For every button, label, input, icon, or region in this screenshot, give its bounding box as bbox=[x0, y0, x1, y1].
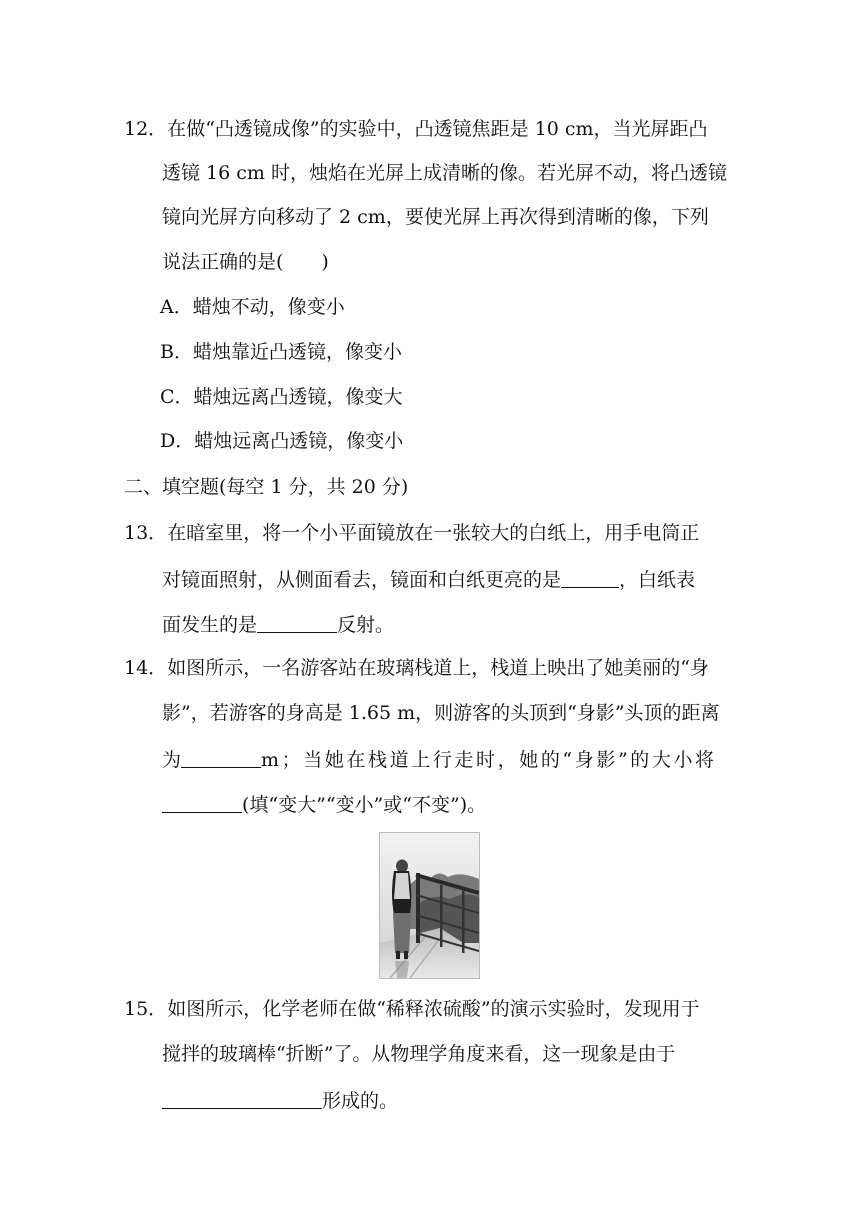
q13-line-1 bbox=[124, 524, 699, 543]
q12-line-3: 镜向光屏方向移动了 2 cm，要使光屏上再次得到清晰的像，下列 bbox=[162, 206, 709, 228]
q15-line-2: 搅拌的玻璃棒“折断”了。从物理学角度来看，这一现象是由于 bbox=[162, 1043, 676, 1065]
q14-text-3b: m；当她在栈道上行走时，她的“身影”的大小将 bbox=[261, 749, 717, 771]
q13-text-2a: 对镜面照射，从侧面看去，镜面和白纸更亮的是 bbox=[162, 569, 562, 591]
q12-line-4: 说法正确的是( ) bbox=[162, 251, 329, 273]
q13-line-3 bbox=[162, 614, 394, 635]
q12-line-1 bbox=[124, 120, 708, 139]
q14-text-4: (填“变大”“变小”或“不变”)。 bbox=[242, 794, 487, 816]
q12-line-2: 透镜 16 cm 时，烛焰在光屏上成清晰的像。若光屏不动，将凸透镜 bbox=[162, 162, 727, 184]
section-title: 二、填空题(每空 1 分，共 20 分) bbox=[124, 476, 409, 498]
q15-text-1: 如图所示，化学老师在做“稀释浓硫酸”的演示实验时，发现用于 bbox=[167, 998, 700, 1020]
tourist-glass-walkway-photo bbox=[379, 832, 480, 979]
q14-line-2: 影”，若游客的身高是 1.65 m，则游客的头顶到“身影”头顶的距离 bbox=[162, 702, 720, 724]
q15-answer-blank[interactable] bbox=[162, 1090, 322, 1109]
q14-line-1 bbox=[124, 659, 709, 678]
q14-answer-blank-2[interactable] bbox=[162, 794, 242, 813]
q12-option-a: A．蜡烛不动，像变小 bbox=[160, 296, 345, 318]
q12-number: 12． bbox=[124, 118, 168, 140]
q12-option-b: B．蜡烛靠近凸透镜，像变小 bbox=[160, 341, 402, 363]
q13-text-1: 在暗室里，将一个小平面镜放在一张较大的白纸上，用手电筒正 bbox=[167, 522, 700, 544]
q13-text-3b: 反射。 bbox=[337, 614, 395, 636]
q14-answer-blank-1[interactable] bbox=[181, 749, 261, 768]
photo-illustration bbox=[380, 833, 479, 978]
q14-line-4 bbox=[162, 794, 486, 815]
q13-text-3a: 面发生的是 bbox=[162, 614, 258, 636]
q13-text-2b: ，白纸表 bbox=[619, 569, 696, 591]
q14-number: 14． bbox=[124, 657, 168, 679]
q14-text-3a: 为 bbox=[162, 749, 182, 771]
q15-line-3 bbox=[162, 1090, 398, 1111]
q13-number: 13． bbox=[124, 522, 168, 544]
q12-option-d: D．蜡烛远离凸透镜，像变小 bbox=[160, 430, 404, 452]
q15-number: 15． bbox=[124, 998, 168, 1020]
q13-answer-blank-2[interactable] bbox=[257, 614, 337, 633]
q15-text-3: 形成的。 bbox=[322, 1090, 399, 1112]
q13-answer-blank-1[interactable] bbox=[561, 569, 619, 588]
q14-text-1: 如图所示，一名游客站在玻璃栈道上，栈道上映出了她美丽的“身 bbox=[167, 657, 709, 679]
q12-option-c: C．蜡烛远离凸透镜，像变大 bbox=[160, 386, 403, 408]
q15-line-1 bbox=[124, 1000, 700, 1019]
q14-line-3 bbox=[162, 749, 717, 770]
q12-text-1: 在做“凸透镜成像”的实验中，凸透镜焦距是 10 cm，当光屏距凸 bbox=[167, 118, 708, 140]
q13-line-2 bbox=[162, 569, 695, 590]
